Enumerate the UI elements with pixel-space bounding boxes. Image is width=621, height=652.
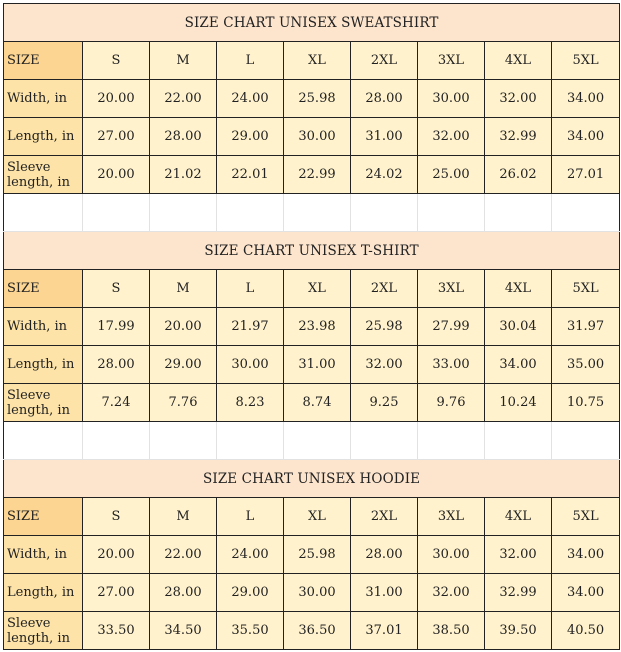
empty-cell bbox=[485, 422, 552, 460]
size-header-cell: L bbox=[217, 498, 284, 536]
measurement-value: 7.76 bbox=[150, 384, 217, 422]
measurement-label: Sleeve length, in bbox=[4, 156, 83, 194]
measurement-value: 32.99 bbox=[485, 574, 552, 612]
empty-cell bbox=[485, 194, 552, 232]
section-title: SIZE CHART UNISEX SWEATSHIRT bbox=[4, 4, 620, 42]
empty-cell bbox=[83, 422, 150, 460]
size-header-label: SIZE bbox=[4, 498, 83, 536]
measurement-value: 30.00 bbox=[418, 536, 485, 574]
measurement-value: 25.98 bbox=[284, 536, 351, 574]
measurement-value: 31.00 bbox=[351, 118, 418, 156]
measurement-row bbox=[4, 536, 620, 574]
measurement-label: Width, in bbox=[4, 308, 83, 346]
measurement-value: 38.50 bbox=[418, 612, 485, 650]
size-header-cell: 4XL bbox=[485, 42, 552, 80]
measurement-label: Length, in bbox=[4, 346, 83, 384]
size-header-cell: 3XL bbox=[418, 270, 485, 308]
empty-cell bbox=[418, 422, 485, 460]
measurement-value: 32.00 bbox=[351, 346, 418, 384]
size-header-cell: 3XL bbox=[418, 42, 485, 80]
measurement-value: 9.25 bbox=[351, 384, 418, 422]
size-header-cell: 3XL bbox=[418, 498, 485, 536]
measurement-value: 22.00 bbox=[150, 80, 217, 118]
empty-cell bbox=[217, 194, 284, 232]
measurement-value: 34.00 bbox=[552, 536, 620, 574]
size-header-cell: 5XL bbox=[552, 42, 620, 80]
empty-cell bbox=[418, 194, 485, 232]
size-header-cell: 5XL bbox=[552, 498, 620, 536]
spacer-row bbox=[4, 194, 620, 232]
size-header-cell: L bbox=[217, 42, 284, 80]
size-header-row bbox=[4, 498, 620, 536]
size-header-cell: M bbox=[150, 270, 217, 308]
measurement-value: 24.00 bbox=[217, 80, 284, 118]
size-header-cell: 4XL bbox=[485, 498, 552, 536]
size-header-cell: M bbox=[150, 42, 217, 80]
size-header-cell: XL bbox=[284, 498, 351, 536]
measurement-value: 34.00 bbox=[552, 80, 620, 118]
measurement-value: 39.50 bbox=[485, 612, 552, 650]
measurement-value: 10.75 bbox=[552, 384, 620, 422]
size-header-row bbox=[4, 42, 620, 80]
size-header-cell: S bbox=[83, 498, 150, 536]
measurement-value: 7.24 bbox=[83, 384, 150, 422]
size-header-cell: XL bbox=[284, 270, 351, 308]
measurement-row bbox=[4, 346, 620, 384]
measurement-value: 9.76 bbox=[418, 384, 485, 422]
measurement-value: 30.00 bbox=[217, 346, 284, 384]
measurement-value: 28.00 bbox=[351, 80, 418, 118]
measurement-value: 30.00 bbox=[284, 118, 351, 156]
size-header-cell: 2XL bbox=[351, 498, 418, 536]
measurement-value: 21.02 bbox=[150, 156, 217, 194]
measurement-value: 22.01 bbox=[217, 156, 284, 194]
measurement-row bbox=[4, 384, 620, 422]
measurement-value: 32.00 bbox=[418, 118, 485, 156]
measurement-value: 33.00 bbox=[418, 346, 485, 384]
measurement-value: 36.50 bbox=[284, 612, 351, 650]
measurement-value: 32.00 bbox=[418, 574, 485, 612]
measurement-value: 10.24 bbox=[485, 384, 552, 422]
empty-cell bbox=[552, 422, 620, 460]
measurement-value: 32.99 bbox=[485, 118, 552, 156]
measurement-value: 27.00 bbox=[83, 118, 150, 156]
spacer-row bbox=[4, 422, 620, 460]
measurement-value: 37.01 bbox=[351, 612, 418, 650]
measurement-label: Length, in bbox=[4, 118, 83, 156]
measurement-row bbox=[4, 308, 620, 346]
section-title: SIZE CHART UNISEX HOODIE bbox=[4, 460, 620, 498]
empty-cell bbox=[4, 422, 83, 460]
empty-cell bbox=[217, 422, 284, 460]
measurement-value: 29.00 bbox=[217, 574, 284, 612]
size-header-label: SIZE bbox=[4, 42, 83, 80]
measurement-value: 30.00 bbox=[284, 574, 351, 612]
empty-cell bbox=[552, 194, 620, 232]
measurement-label: Width, in bbox=[4, 536, 83, 574]
measurement-value: 8.23 bbox=[217, 384, 284, 422]
measurement-value: 27.00 bbox=[83, 574, 150, 612]
empty-cell bbox=[351, 422, 418, 460]
measurement-value: 33.50 bbox=[83, 612, 150, 650]
measurement-row bbox=[4, 574, 620, 612]
measurement-row bbox=[4, 612, 620, 650]
empty-cell bbox=[284, 422, 351, 460]
empty-cell bbox=[284, 194, 351, 232]
size-header-cell: XL bbox=[284, 42, 351, 80]
measurement-label: Length, in bbox=[4, 574, 83, 612]
measurement-value: 34.50 bbox=[150, 612, 217, 650]
measurement-value: 35.00 bbox=[552, 346, 620, 384]
measurement-value: 34.00 bbox=[552, 574, 620, 612]
size-header-cell: 2XL bbox=[351, 42, 418, 80]
size-header-label: SIZE bbox=[4, 270, 83, 308]
size-chart-grid bbox=[3, 3, 620, 650]
measurement-value: 30.00 bbox=[418, 80, 485, 118]
empty-cell bbox=[351, 194, 418, 232]
measurement-value: 27.01 bbox=[552, 156, 620, 194]
measurement-value: 23.98 bbox=[284, 308, 351, 346]
measurement-value: 17.99 bbox=[83, 308, 150, 346]
size-header-row bbox=[4, 270, 620, 308]
measurement-value: 34.00 bbox=[552, 118, 620, 156]
measurement-value: 8.74 bbox=[284, 384, 351, 422]
measurement-row bbox=[4, 156, 620, 194]
empty-cell bbox=[150, 194, 217, 232]
size-header-cell: 2XL bbox=[351, 270, 418, 308]
measurement-value: 28.00 bbox=[83, 346, 150, 384]
measurement-value: 28.00 bbox=[150, 574, 217, 612]
measurement-value: 20.00 bbox=[83, 536, 150, 574]
measurement-value: 29.00 bbox=[217, 118, 284, 156]
measurement-label: Width, in bbox=[4, 80, 83, 118]
measurement-row bbox=[4, 118, 620, 156]
measurement-value: 20.00 bbox=[150, 308, 217, 346]
measurement-value: 31.00 bbox=[284, 346, 351, 384]
measurement-value: 31.97 bbox=[552, 308, 620, 346]
measurement-value: 25.98 bbox=[284, 80, 351, 118]
size-header-cell: 4XL bbox=[485, 270, 552, 308]
measurement-value: 25.98 bbox=[351, 308, 418, 346]
measurement-value: 35.50 bbox=[217, 612, 284, 650]
section-title-row bbox=[4, 232, 620, 270]
measurement-value: 28.00 bbox=[351, 536, 418, 574]
empty-cell bbox=[150, 422, 217, 460]
measurement-value: 24.02 bbox=[351, 156, 418, 194]
measurement-value: 22.00 bbox=[150, 536, 217, 574]
measurement-row bbox=[4, 80, 620, 118]
size-header-cell: L bbox=[217, 270, 284, 308]
measurement-value: 20.00 bbox=[83, 156, 150, 194]
measurement-value: 27.99 bbox=[418, 308, 485, 346]
measurement-value: 32.00 bbox=[485, 80, 552, 118]
section-title-row bbox=[4, 460, 620, 498]
measurement-value: 20.00 bbox=[83, 80, 150, 118]
size-header-cell: S bbox=[83, 42, 150, 80]
section-title: SIZE CHART UNISEX T-SHIRT bbox=[4, 232, 620, 270]
measurement-value: 22.99 bbox=[284, 156, 351, 194]
empty-cell bbox=[4, 194, 83, 232]
size-header-cell: M bbox=[150, 498, 217, 536]
measurement-value: 26.02 bbox=[485, 156, 552, 194]
empty-cell bbox=[83, 194, 150, 232]
size-header-cell: S bbox=[83, 270, 150, 308]
measurement-label: Sleeve length, in bbox=[4, 384, 83, 422]
measurement-value: 31.00 bbox=[351, 574, 418, 612]
size-header-cell: 5XL bbox=[552, 270, 620, 308]
section-title-row bbox=[4, 4, 620, 42]
measurement-value: 34.00 bbox=[485, 346, 552, 384]
measurement-value: 29.00 bbox=[150, 346, 217, 384]
measurement-value: 21.97 bbox=[217, 308, 284, 346]
measurement-value: 30.04 bbox=[485, 308, 552, 346]
measurement-value: 40.50 bbox=[552, 612, 620, 650]
measurement-value: 32.00 bbox=[485, 536, 552, 574]
measurement-value: 25.00 bbox=[418, 156, 485, 194]
measurement-value: 28.00 bbox=[150, 118, 217, 156]
measurement-value: 24.00 bbox=[217, 536, 284, 574]
measurement-label: Sleeve length, in bbox=[4, 612, 83, 650]
